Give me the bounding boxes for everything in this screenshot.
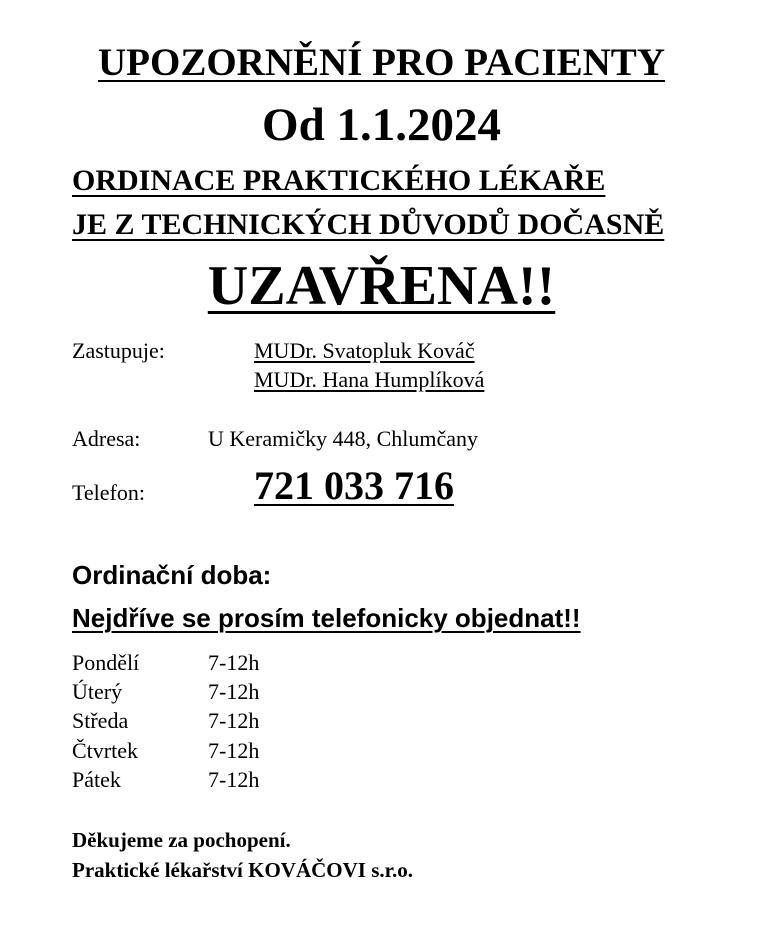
day-label: Pondělí bbox=[72, 650, 140, 675]
day-label: Středa bbox=[72, 708, 129, 733]
notice-title: UPOZORNĚNÍ PRO PACIENTY bbox=[98, 41, 665, 84]
day-hours: 7-12h bbox=[208, 679, 260, 704]
day-label: Čtvrtek bbox=[72, 738, 138, 763]
notice-line-1: ORDINACE PRAKTICKÉHO LÉKAŘE bbox=[72, 164, 606, 197]
address-label: Adresa: bbox=[72, 426, 141, 451]
day-label: Pátek bbox=[72, 767, 121, 792]
day-label: Úterý bbox=[72, 679, 123, 704]
notice-line-2: JE Z TECHNICKÝCH DŮVODŮ DOČASNĚ bbox=[72, 208, 665, 241]
day-hours: 7-12h bbox=[208, 767, 260, 792]
phone-label: Telefon: bbox=[72, 480, 145, 505]
address-value: U Keramičky 448, Chlumčany bbox=[208, 426, 479, 451]
substitute-doctor-1: MUDr. Svatopluk Kováč bbox=[254, 338, 475, 363]
office-hours-note: Nejdříve se prosím telefonicky objednat!! bbox=[72, 603, 581, 633]
office-hours-title: Ordinační doba: bbox=[72, 560, 272, 590]
day-hours: 7-12h bbox=[208, 650, 260, 675]
day-hours: 7-12h bbox=[208, 708, 260, 733]
effective-date: Od 1.1.2024 bbox=[262, 99, 501, 151]
phone-number: 721 033 716 bbox=[254, 463, 454, 508]
substitute-doctor-2: MUDr. Hana Humplíková bbox=[254, 367, 485, 392]
thanks-text: Děkujeme za pochopení. bbox=[72, 828, 291, 852]
day-hours: 7-12h bbox=[208, 738, 260, 763]
company-name: Praktické lékařství KOVÁČOVI s.r.o. bbox=[72, 858, 414, 882]
substitute-label: Zastupuje: bbox=[72, 338, 165, 363]
closed-heading: UZAVŘENA!! bbox=[207, 255, 556, 317]
